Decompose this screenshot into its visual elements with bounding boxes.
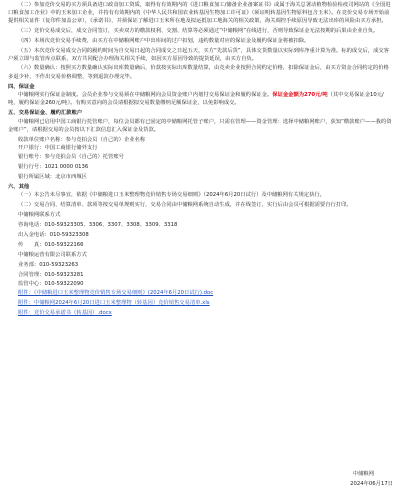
paragraph-accounts: 中储粮网已启用中国工商银行托管账户，每位会员都有已固定的中储粮网托管子账户，只需在管理——资金管理：选择中储粮网账户，获知“缴款账户——我的资金账户”，请根据交易的会员按以下汇款信息汇入保证金及货款。	[8, 118, 392, 133]
section-heading-deposit: 四、保证金	[8, 83, 35, 90]
attachment-link-rules-doc[interactable]: 附件：《中储粮进口玉米整理物竞价销售专场交易细则》(2024年6月20日试行).doc	[18, 289, 214, 296]
paragraph-other-1: （一）本公告未尽事宜，依据《中储粮进口玉米整理物竞价销售专场交易细则》（2024年6月20日试行）及中储粮网有关规定执行。	[18, 192, 325, 199]
paragraph-quantity: （六）数量确认：按照买方数量确认实际出库数量确后，价款按实际出库数量结算，由竞卖企业按照合同约定价格，扣除保证金后，由买方资金合同约定的价格多退少补，不作出交易价格调整，等到退款办理完毕。	[8, 65, 389, 80]
contact-line: 业务部：010-59323263	[18, 261, 79, 268]
attachment-link-commitment-docx[interactable]: 附件：竞价交易承诺书（转基因）.docx	[18, 309, 112, 316]
bank-line: 银行所属区域：北京市西城区	[18, 173, 87, 180]
paragraph-delivery: （五）本次竞价交易成交合同的履约时间为自交易日起的合同成交之日起五天，买方“先款后货”，具体交货数量以实际到库净重计算为准。标的成交后，成交客户须立即与监管库点联系，双方共同配合办理海关相关手续，如因买方原因导致的提货延误，由买方自负。	[8, 47, 389, 62]
paragraph-fees: （四）本场次竞价交易手续费，由买方在中储粮网账户中出库间的过户扣划，违约数量对应的保证金及履约保证金将被扣除。	[18, 37, 310, 44]
signature-organization: 中储粮网	[352, 471, 374, 477]
attachments-list	[8, 289, 393, 318]
contact-line: 中储粮运营有限公司联系方式	[18, 251, 87, 258]
section-heading-other: 六、其他	[8, 184, 30, 191]
bank-info	[8, 144, 393, 181]
paragraph-contract-signing: （三）竞价交易成交后，成交合同签订，买卖双方的缴款权利、交割、结算等必须通过“中储粮网”在线进行，否则导致保证金无法按期的后果由企业自负。	[18, 28, 379, 35]
contact-line: 咨询电话：010-59323305、3306、3307、3308、3309、3318	[18, 222, 178, 229]
contact-line: 出入金电话：010-59323308	[18, 231, 89, 238]
deposit-text-post: （其中交易保证金10元/吨，履约保证金260元/吨）。有购买意向的会员请根据拟交易数量缴纳足额保证金，以免影响成交。	[8, 92, 384, 107]
paragraph-deposit	[8, 91, 393, 107]
paragraph-buyer-qualification: （二）参加竞价交易的买方须具备进口政食加工资质，取得有有效期内的《进口粮食加工/储备企业备案证书》或属于海关总署动植物检验检疫司网站的《全国进口粮食加工企业》中的玉米加工企业，并持有有效期内的《中华人民共和国农业转基因生物加工许可证》（须证明转基因生物原料包含玉米）。在竞价交易专场开始前提供相关证件（复印件加盖公章），《承诺书》，并须保证了解进口玉米所在地及拟运抵加工地海关的相关政策，海关调控手续原因导致无法出库的风险由买方承担。	[8, 2, 391, 25]
contacts-block	[8, 211, 393, 289]
bank-line: 银行账号：参与竞拍会员（自己的）托管账号	[18, 154, 124, 161]
bank-line: 银行行号：1021 0000 0136	[18, 164, 89, 171]
bank-line: 开户银行：中国工商银行储外支行	[18, 144, 98, 151]
deposit-amount-highlight: 保证金金额为270元/吨	[272, 92, 328, 99]
contact-line: 合同管理：010-59323281	[18, 271, 84, 278]
account-name-note: 收款单位账户名称：参与竞拍会员（自己的）企业名称	[18, 136, 146, 143]
section-heading-accounts: 五、交易保证金、履约汇款账户	[8, 110, 83, 117]
contact-line: 传 真：010-59322166	[18, 241, 84, 248]
deposit-text-pre: 中储粮网实行保证金制度。会员企业参与交易须在中储粮网向会员资金账户内划付交易保证金和履约保证金。	[18, 92, 273, 99]
requirements-section	[8, 1, 393, 81]
contacts-title: 中储粮网联系方式	[18, 212, 61, 219]
contact-line: 监管中心：010-59322090	[18, 281, 84, 288]
paragraph-other-2: （二）交易合同、结算清单、款项等按交易单规则实行，交易合同由中储粮网系统自动生成，并在线签订，实行后由会员可根据需要自行打印。	[18, 201, 352, 208]
attachment-link-trading-list-xls[interactable]: 附件：中储粮网2024年6月20日进口玉米整理物（转基因）竞价销售交易清单.xls	[18, 299, 210, 306]
signature-date: 2024年06月17日	[350, 481, 393, 487]
